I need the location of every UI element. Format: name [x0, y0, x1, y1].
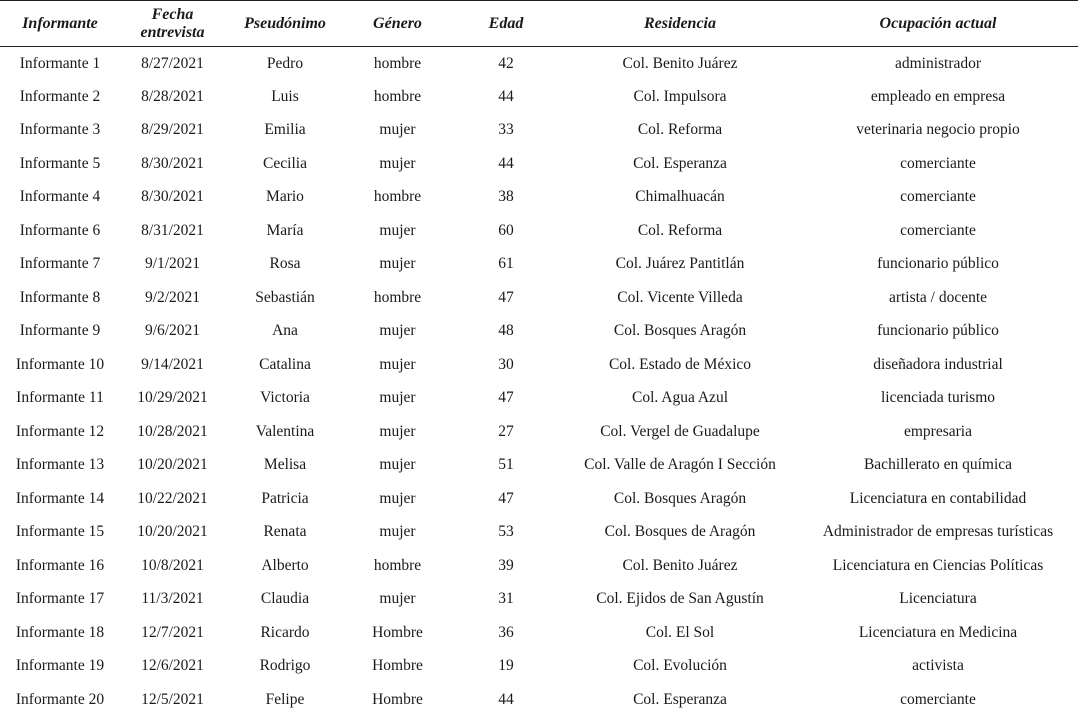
table-row — [0, 281, 1078, 315]
cell-pseudonimo: Patricia — [261, 489, 309, 507]
cell-residencia: Col. Esperanza — [633, 154, 727, 172]
cell-edad: 38 — [498, 188, 514, 206]
cell-fecha: 10/8/2021 — [141, 556, 204, 574]
cell-informante: Informante 2 — [19, 87, 101, 105]
cell-fecha: 8/28/2021 — [141, 87, 204, 105]
table-row — [0, 47, 1078, 81]
cell-edad: 47 — [498, 389, 514, 407]
header-fecha — [120, 1, 225, 47]
cell-genero: Hombre — [372, 623, 423, 641]
cell-pseudonimo: Emilia — [264, 121, 306, 139]
cell-genero: hombre — [373, 188, 422, 206]
table-row — [0, 147, 1078, 181]
cell-fecha: 9/1/2021 — [144, 255, 201, 273]
cell-pseudonimo: María — [266, 221, 304, 239]
table-row — [0, 315, 1078, 349]
cell-fecha: 8/31/2021 — [141, 221, 204, 239]
cell-ocupacion: Licenciatura en Medicina — [858, 623, 1018, 641]
cell-fecha: 11/3/2021 — [141, 590, 204, 608]
cell-edad: 30 — [498, 355, 514, 373]
header-informante: Informante — [22, 14, 98, 32]
table-row — [0, 549, 1078, 583]
cell-genero: mujer — [379, 590, 416, 608]
cell-informante: Informante 15 — [15, 523, 105, 541]
cell-pseudonimo: Ricardo — [260, 623, 310, 641]
cell-informante: Informante 5 — [19, 154, 101, 172]
cell-pseudonimo: Valentina — [255, 422, 315, 440]
cell-edad: 60 — [498, 221, 514, 239]
cell-edad: 31 — [498, 590, 514, 608]
cell-ocupacion: funcionario público — [877, 255, 999, 273]
table-row — [0, 650, 1078, 684]
table-header — [0, 1, 1078, 47]
cell-edad: 33 — [498, 121, 514, 139]
cell-pseudonimo: Catalina — [259, 355, 311, 373]
cell-residencia: Col. Benito Juárez — [622, 556, 738, 574]
header-residencia: Residencia — [644, 14, 716, 32]
cell-ocupacion: funcionario público — [877, 322, 999, 340]
cell-pseudonimo: Mario — [266, 188, 304, 206]
cell-fecha: 10/29/2021 — [137, 389, 208, 407]
table-row — [0, 683, 1078, 717]
cell-pseudonimo: Renata — [263, 523, 307, 541]
cell-genero: hombre — [373, 556, 422, 574]
cell-edad: 27 — [498, 422, 514, 440]
cell-edad: 36 — [498, 623, 514, 641]
cell-ocupacion: empleado en empresa — [870, 87, 1006, 105]
header-fecha-line1: Fecha — [151, 5, 194, 23]
cell-ocupacion: Licenciatura en contabilidad — [849, 489, 1027, 507]
table-row — [0, 583, 1078, 617]
cell-residencia: Chimalhuacán — [635, 188, 725, 206]
header-fecha-line2: entrevista — [140, 23, 205, 41]
cell-ocupacion: artista / docente — [888, 288, 988, 306]
cell-ocupacion: comerciante — [900, 221, 976, 239]
cell-informante: Informante 18 — [15, 623, 105, 641]
cell-residencia: Col. Esperanza — [633, 690, 727, 708]
cell-genero: mujer — [379, 523, 416, 541]
header-genero: Género — [373, 14, 422, 32]
table-row — [0, 248, 1078, 282]
cell-ocupacion: Administrador de empresas turísticas — [822, 523, 1054, 541]
table-row — [0, 516, 1078, 550]
cell-informante: Informante 4 — [19, 188, 101, 206]
table-row — [0, 382, 1078, 416]
cell-residencia: Col. Reforma — [637, 221, 723, 239]
cell-fecha: 8/29/2021 — [141, 121, 204, 139]
table-row — [0, 449, 1078, 483]
cell-residencia: Col. Vicente Villeda — [617, 288, 743, 306]
cell-pseudonimo: Pedro — [266, 54, 304, 72]
cell-residencia: Col. Evolución — [633, 657, 727, 675]
cell-pseudonimo: Claudia — [260, 590, 310, 608]
cell-pseudonimo: Ana — [272, 322, 298, 340]
cell-residencia: Col. Reforma — [637, 121, 723, 139]
cell-ocupacion: Licenciatura en Ciencias Políticas — [832, 556, 1044, 574]
cell-edad: 44 — [498, 154, 514, 172]
cell-edad: 48 — [498, 322, 514, 340]
cell-edad: 47 — [498, 489, 514, 507]
table-row — [0, 482, 1078, 516]
cell-informante: Informante 16 — [15, 556, 105, 574]
cell-fecha: 10/28/2021 — [137, 422, 208, 440]
cell-residencia: Col. Benito Juárez — [622, 54, 738, 72]
cell-fecha: 12/6/2021 — [141, 657, 204, 675]
cell-genero: mujer — [379, 154, 416, 172]
cell-genero: mujer — [379, 489, 416, 507]
table-row — [0, 80, 1078, 114]
cell-edad: 51 — [498, 456, 514, 474]
cell-informante: Informante 12 — [15, 422, 105, 440]
header-pseudonimo: Pseudónimo — [244, 14, 326, 32]
cell-pseudonimo: Luis — [271, 87, 299, 105]
cell-ocupacion: diseñadora industrial — [873, 355, 1003, 373]
cell-ocupacion: activista — [912, 657, 964, 675]
cell-genero: Hombre — [372, 690, 423, 708]
cell-residencia: Col. Ejidos de San Agustín — [596, 590, 764, 608]
cell-genero: hombre — [373, 288, 422, 306]
header-edad: Edad — [488, 14, 524, 32]
header-row — [0, 1, 1078, 47]
cell-edad: 47 — [498, 288, 514, 306]
cell-genero: mujer — [379, 456, 416, 474]
cell-edad: 44 — [498, 690, 514, 708]
cell-ocupacion: licenciada turismo — [880, 389, 996, 407]
cell-pseudonimo: Melisa — [263, 456, 307, 474]
cell-informante: Informante 1 — [19, 54, 101, 72]
cell-genero: mujer — [379, 121, 416, 139]
cell-edad: 39 — [498, 556, 514, 574]
cell-pseudonimo: Alberto — [261, 556, 309, 574]
cell-fecha: 10/22/2021 — [137, 489, 208, 507]
cell-residencia: Col. Bosques de Aragón — [604, 523, 756, 541]
cell-genero: mujer — [379, 221, 416, 239]
header-ocupacion: Ocupación actual — [879, 14, 997, 32]
cell-residencia: Col. El Sol — [645, 623, 715, 641]
cell-informante: Informante 11 — [16, 389, 104, 407]
table-row — [0, 214, 1078, 248]
cell-informante: Informante 8 — [19, 288, 101, 306]
cell-ocupacion: Licenciatura — [899, 590, 977, 608]
cell-edad: 19 — [498, 657, 514, 675]
cell-pseudonimo: Rosa — [269, 255, 301, 273]
cell-fecha: 8/27/2021 — [141, 54, 204, 72]
cell-pseudonimo: Sebastián — [255, 288, 315, 306]
cell-pseudonimo: Rodrigo — [259, 657, 311, 675]
cell-genero: hombre — [373, 87, 422, 105]
table-row — [0, 616, 1078, 650]
cell-informante: Informante 9 — [19, 322, 101, 340]
table-row — [0, 181, 1078, 215]
cell-informante: Informante 19 — [15, 657, 105, 675]
cell-ocupacion: administrador — [894, 54, 982, 72]
cell-fecha: 10/20/2021 — [137, 456, 208, 474]
cell-fecha: 10/20/2021 — [137, 523, 208, 541]
cell-genero: mujer — [379, 389, 416, 407]
cell-ocupacion: comerciante — [900, 188, 976, 206]
cell-residencia: Col. Vergel de Guadalupe — [600, 422, 760, 440]
cell-genero: mujer — [379, 355, 416, 373]
cell-edad: 53 — [498, 523, 514, 541]
cell-genero: mujer — [379, 322, 416, 340]
cell-residencia: Col. Valle de Aragón I Sección — [584, 456, 776, 474]
cell-residencia: Col. Estado de México — [608, 355, 752, 373]
cell-informante: Informante 3 — [19, 121, 101, 139]
cell-ocupacion: empresaria — [904, 422, 972, 440]
cell-fecha: 12/5/2021 — [141, 690, 204, 708]
cell-genero: mujer — [379, 255, 416, 273]
cell-ocupacion: comerciante — [900, 690, 976, 708]
cell-ocupacion: comerciante — [900, 154, 976, 172]
cell-informante: Informante 13 — [15, 456, 105, 474]
cell-informante: Informante 17 — [15, 590, 105, 608]
cell-informante: Informante 6 — [19, 221, 101, 239]
table-row — [0, 415, 1078, 449]
cell-fecha: 8/30/2021 — [141, 188, 204, 206]
cell-informante: Informante 10 — [15, 355, 105, 373]
cell-genero: hombre — [373, 54, 422, 72]
cell-fecha: 9/14/2021 — [141, 355, 204, 373]
table-body — [0, 47, 1078, 717]
cell-genero: Hombre — [372, 657, 423, 675]
cell-residencia: Col. Impulsora — [633, 87, 727, 105]
table-row — [0, 348, 1078, 382]
cell-genero: mujer — [379, 422, 416, 440]
table-row — [0, 114, 1078, 148]
cell-fecha: 9/2/2021 — [144, 288, 201, 306]
cell-informante: Informante 7 — [19, 255, 101, 273]
cell-residencia: Col. Juárez Pantitlán — [615, 255, 745, 273]
cell-pseudonimo: Felipe — [265, 690, 305, 708]
cell-residencia: Col. Bosques Aragón — [613, 489, 747, 507]
cell-informante: Informante 20 — [15, 690, 105, 708]
cell-ocupacion: Bachillerato en química — [863, 456, 1013, 474]
cell-ocupacion: veterinaria negocio propio — [856, 121, 1020, 139]
cell-residencia: Col. Agua Azul — [631, 389, 728, 407]
cell-informante: Informante 14 — [15, 489, 105, 507]
cell-fecha: 8/30/2021 — [141, 154, 204, 172]
cell-pseudonimo: Cecilia — [263, 154, 307, 172]
cell-residencia: Col. Bosques Aragón — [613, 322, 747, 340]
cell-fecha: 9/6/2021 — [144, 322, 201, 340]
cell-edad: 61 — [498, 255, 514, 273]
cell-fecha: 12/7/2021 — [141, 623, 204, 641]
cell-edad: 42 — [498, 54, 514, 72]
cell-edad: 44 — [498, 87, 514, 105]
cell-pseudonimo: Victoria — [260, 389, 310, 407]
